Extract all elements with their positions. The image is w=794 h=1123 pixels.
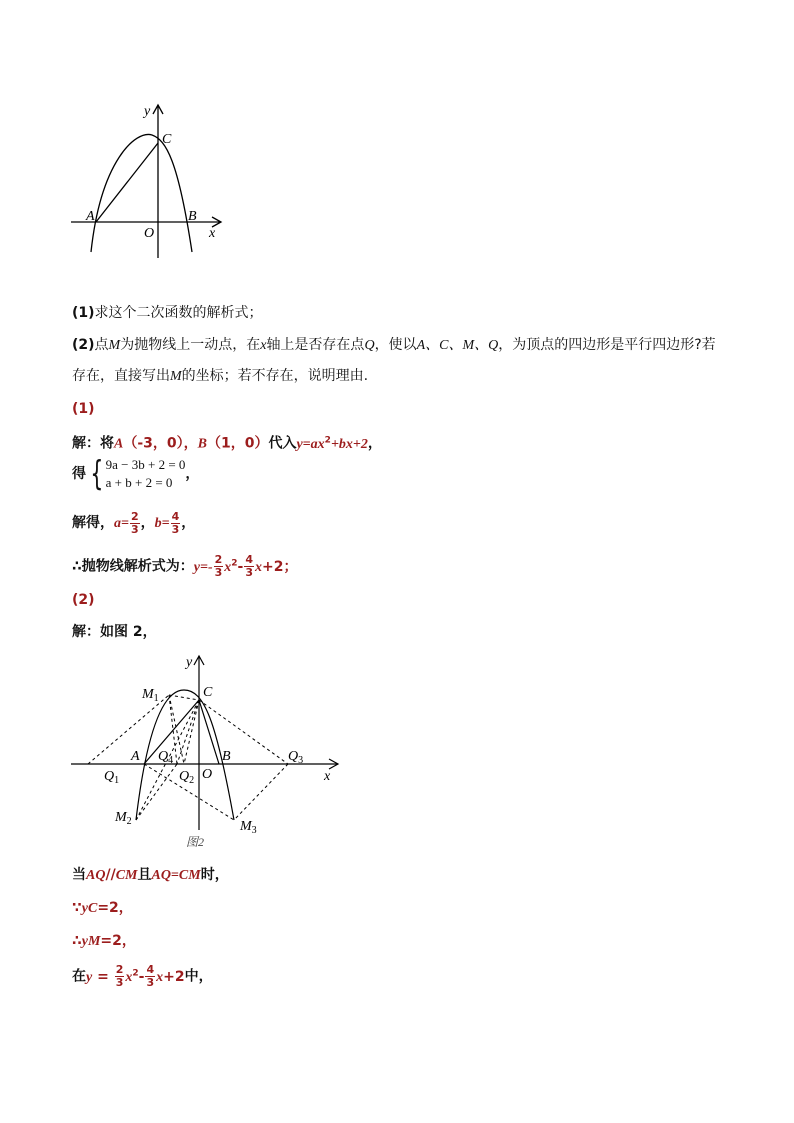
fig1-parabola-curve — [91, 134, 192, 252]
solution-2-condition: 当AQ//CM且AQ=CM时， — [72, 867, 229, 883]
fraction-in-2: $\frac{4}{3}$ — [146, 963, 155, 990]
fig2-caption: 图2 — [186, 835, 205, 849]
fig2-label-m2: $M_2$ — [115, 810, 132, 827]
fig2-dash-q1-m1 — [88, 695, 169, 764]
fig2-label-q3: $Q_3$ — [288, 749, 304, 766]
fig2-label-a: A — [131, 749, 140, 764]
fig2-label-m3: $M_3$ — [240, 819, 257, 836]
fig1-label-b: B — [188, 209, 197, 224]
system-brace: { — [90, 454, 104, 494]
equation-1: 9a − 3b + 2 = 0 — [105, 457, 186, 472]
fig2-label-x: x — [324, 769, 331, 784]
fig1-label-y: y — [144, 104, 151, 119]
fig1-label-a: A — [86, 209, 95, 224]
fig2-label-q1: $Q_1$ — [104, 769, 120, 786]
fraction-res-1: $\frac{2}{3}$ — [214, 553, 223, 580]
fig1-label-c: C — [162, 132, 172, 147]
solution-2-label: (2) — [72, 592, 95, 608]
solution-1-system: 得 { 9a − 3b + 2 = 0 a + b + 2 = 0 ， — [72, 454, 200, 494]
fraction-in-1: $\frac{2}{3}$ — [115, 963, 124, 990]
fig2-label-o: O — [202, 767, 213, 782]
solution-2-substitute: 在y = $\frac{2}{3}$ $x^2-$ $\frac{4}{3}$ x+2中， — [72, 963, 213, 990]
fig2-label-b: B — [222, 749, 231, 764]
fig2-label-q4: $Q_4$ — [158, 749, 174, 766]
fig2-dash-c-q2 — [177, 700, 199, 764]
solution-1-line-1: 解：将A（-3，0），B（1，0）代入$y=ax^2+bx+2$， — [72, 435, 382, 452]
fig2-label-q2: $Q_2$ — [179, 769, 195, 786]
question-2-line-2: 存在，直接写出M的坐标；若不存在，说明理由. — [72, 368, 369, 384]
fig2-dash-m2-q2 — [136, 764, 177, 820]
fig2-dash-m1-q4 — [169, 695, 184, 764]
fig1-label-x: x — [209, 226, 216, 241]
fig2-segment-cb — [199, 700, 219, 764]
question-1: (1)求这个二次函数的解析式； — [72, 305, 263, 321]
figure-2-parallelograms — [66, 650, 356, 855]
fig2-dash-c-q3 — [199, 700, 288, 764]
question-2-line-1: (2)点M为抛物线上一动点，在x轴上是否存在点Q，使以A、C、M、Q，为顶点的四边形是平行四边形?若 — [72, 337, 716, 353]
solution-1-solve: 解得，a= $\frac{2}{3}$ ，b= $\frac{4}{3}$ ， — [72, 509, 196, 536]
fig2-dash-q3-m3 — [234, 764, 288, 820]
fig2-dash-m1-c — [169, 695, 199, 700]
solution-2-line-1: 解：如图 2， — [72, 624, 157, 640]
solution-1-result: ∴抛物线解析式为：y=- $\frac{2}{3}$ $x^2-$ $\frac{4}{3}$ x+2； — [72, 553, 298, 580]
fraction-res-2: $\frac{4}{3}$ — [245, 553, 253, 580]
solution-2-since: ∵yC=2， — [72, 900, 133, 916]
fig1-segment-ac — [96, 143, 158, 222]
solution-2-hence: ∴yM=2， — [72, 933, 136, 949]
equation-2: a + b + 2 = 0 — [105, 475, 173, 490]
fig2-label-y: y — [186, 655, 193, 670]
fraction-a: $\frac{2}{3}$ — [130, 509, 139, 536]
fraction-b: $\frac{4}{3}$ — [171, 509, 180, 536]
solution-1-label: (1) — [72, 401, 95, 417]
fig2-label-m1: $M_1$ — [142, 687, 159, 704]
fig2-label-c: C — [203, 685, 213, 700]
figure-1-parabola — [66, 100, 236, 265]
fig1-label-o: O — [144, 226, 155, 241]
